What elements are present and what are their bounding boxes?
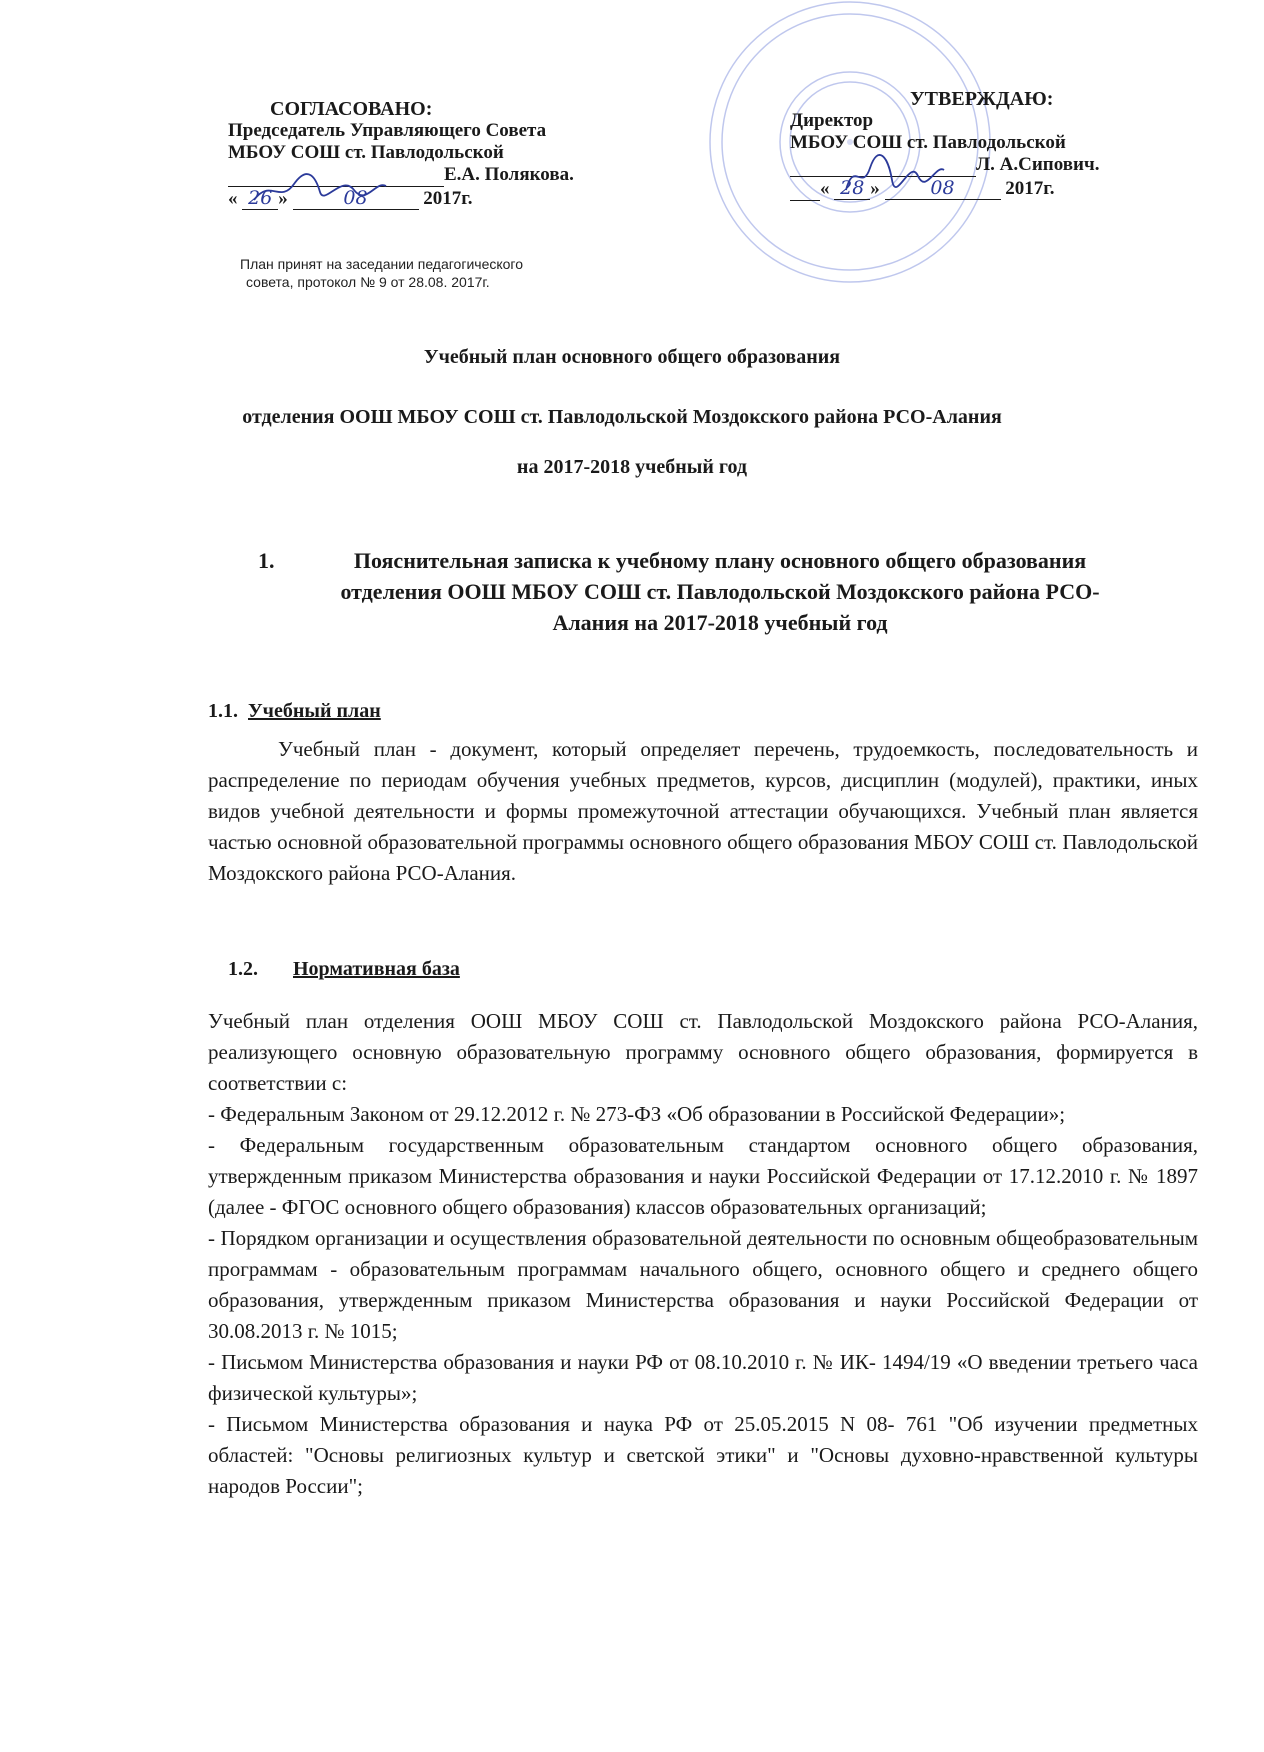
approval-left-year: 2017г. — [423, 188, 473, 209]
date-open-right: « — [820, 178, 830, 199]
subsection-1-2-heading — [228, 958, 460, 981]
normative-item: - Федеральным государственным образовательным стандартом основного общего образования, утвержденным приказом Министерства образования и науки Российской Федерации от 17.12.2010 г. № 1897 (далее - ФГОС основного общего образования) классов образовательных организаций; — [208, 1133, 1198, 1219]
normative-item: - Письмом Министерства образования и науки РФ от 08.10.2010 г. № ИК- 1494/19 «О введении третьего часа физической культуры»; — [208, 1350, 1198, 1405]
section-number: 1. — [258, 548, 275, 573]
approval-right-name: Л. А.Сипович. — [976, 154, 1100, 175]
approval-right-month: 08 — [885, 177, 1001, 200]
document-title-line2: отделения ООШ МБОУ СОШ ст. Павлодольской Моздокского района РСО-Алания — [242, 406, 1002, 428]
subsection-1-2-text — [208, 1006, 1198, 1502]
subsection-1-2-number: 1.2. — [228, 958, 258, 980]
curriculum-definition: Учебный план - документ, который определяет перечень, трудоемкость, последовательность и распределение по периодам обучения учебных предметов, курсов, дисциплин (модулей), практики, иных видов учебной деятельности и формы промежуточной аттестации обучающихся. Учебный план является частью основной образовательной программы основного общего образования МБОУ СОШ ст. Павлодольской Моздокского района РСО-Алания. — [208, 737, 1198, 885]
document-title-line1: Учебный план основного общего образования — [423, 346, 841, 368]
subsection-1-1-text — [208, 734, 1198, 889]
normative-intro: Учебный план отделения ООШ МБОУ СОШ ст. Павлодольской Моздокского района РСО-Алания, реализующего основную образовательную программу основного общего образования, формируется в соответствии с: — [208, 1009, 1198, 1095]
council-note — [240, 255, 620, 291]
signature-right — [840, 150, 950, 200]
note-line1: План принят на заседании педагогического — [240, 256, 524, 272]
section-heading-line1: Пояснительная записка к учебному плану основного общего образования — [353, 548, 1087, 573]
approval-left-month: 08 — [293, 187, 419, 210]
subsection-1-1-number: 1.1. — [208, 700, 238, 722]
approval-right-heading: УТВЕРЖДАЮ: — [910, 88, 1054, 110]
approval-right-day: 28 — [834, 177, 870, 200]
approval-left-line1: Председатель Управляющего Совета — [228, 120, 547, 141]
approval-left-line2: МБОУ СОШ ст. Павлодольской — [228, 142, 504, 163]
section-heading-line2: отделения ООШ МБОУ СОШ ст. Павлодольской Моздокского района РСО- — [340, 579, 1100, 604]
approval-left-heading: СОГЛАСОВАНО: — [270, 98, 433, 120]
subsection-1-1-title: Учебный план — [248, 700, 381, 722]
normative-item: - Письмом Министерства образования и наука РФ от 25.05.2015 N 08- 761 "Об изучении предметных областей: "Основы религиозных культур и светской этики" и "Основы духовно-нравственной культуры народов России"; — [208, 1412, 1198, 1498]
approval-left-name: Е.А. Полякова. — [444, 164, 574, 185]
subsection-1-1-heading — [208, 700, 381, 723]
note-line2: совета, протокол № 9 от 28.08. 2017г. — [246, 274, 490, 290]
approval-left-day: 26 — [242, 187, 278, 210]
date-mid-left: » — [278, 188, 288, 209]
section-heading — [250, 545, 1190, 638]
approval-right-year: 2017г. — [1005, 178, 1055, 199]
approval-right-line1: Директор — [790, 110, 874, 131]
date-open-left: « — [228, 188, 238, 209]
section-heading-line3: Алания на 2017-2018 учебный год — [552, 610, 888, 635]
approval-right-line2: МБОУ СОШ ст. Павлодольской — [790, 132, 1066, 153]
normative-item: - Федеральным Законом от 29.12.2012 г. № 273-ФЗ «Об образовании в Российской Федерации»; — [208, 1102, 1066, 1126]
subsection-1-2-title: Нормативная база — [293, 958, 460, 980]
document-title-line3: на 2017-2018 учебный год — [516, 456, 748, 478]
date-mid-right: » — [870, 178, 880, 199]
normative-item: - Порядком организации и осуществления образовательной деятельности по основным общеобразовательным программам - образовательным программам начального общего, основного общего и среднего общего образования, утвержденным приказом Министерства образования и науки Российской Федерации от 30.08.2013 г. № 1015; — [208, 1226, 1198, 1343]
signature-left — [250, 170, 390, 210]
